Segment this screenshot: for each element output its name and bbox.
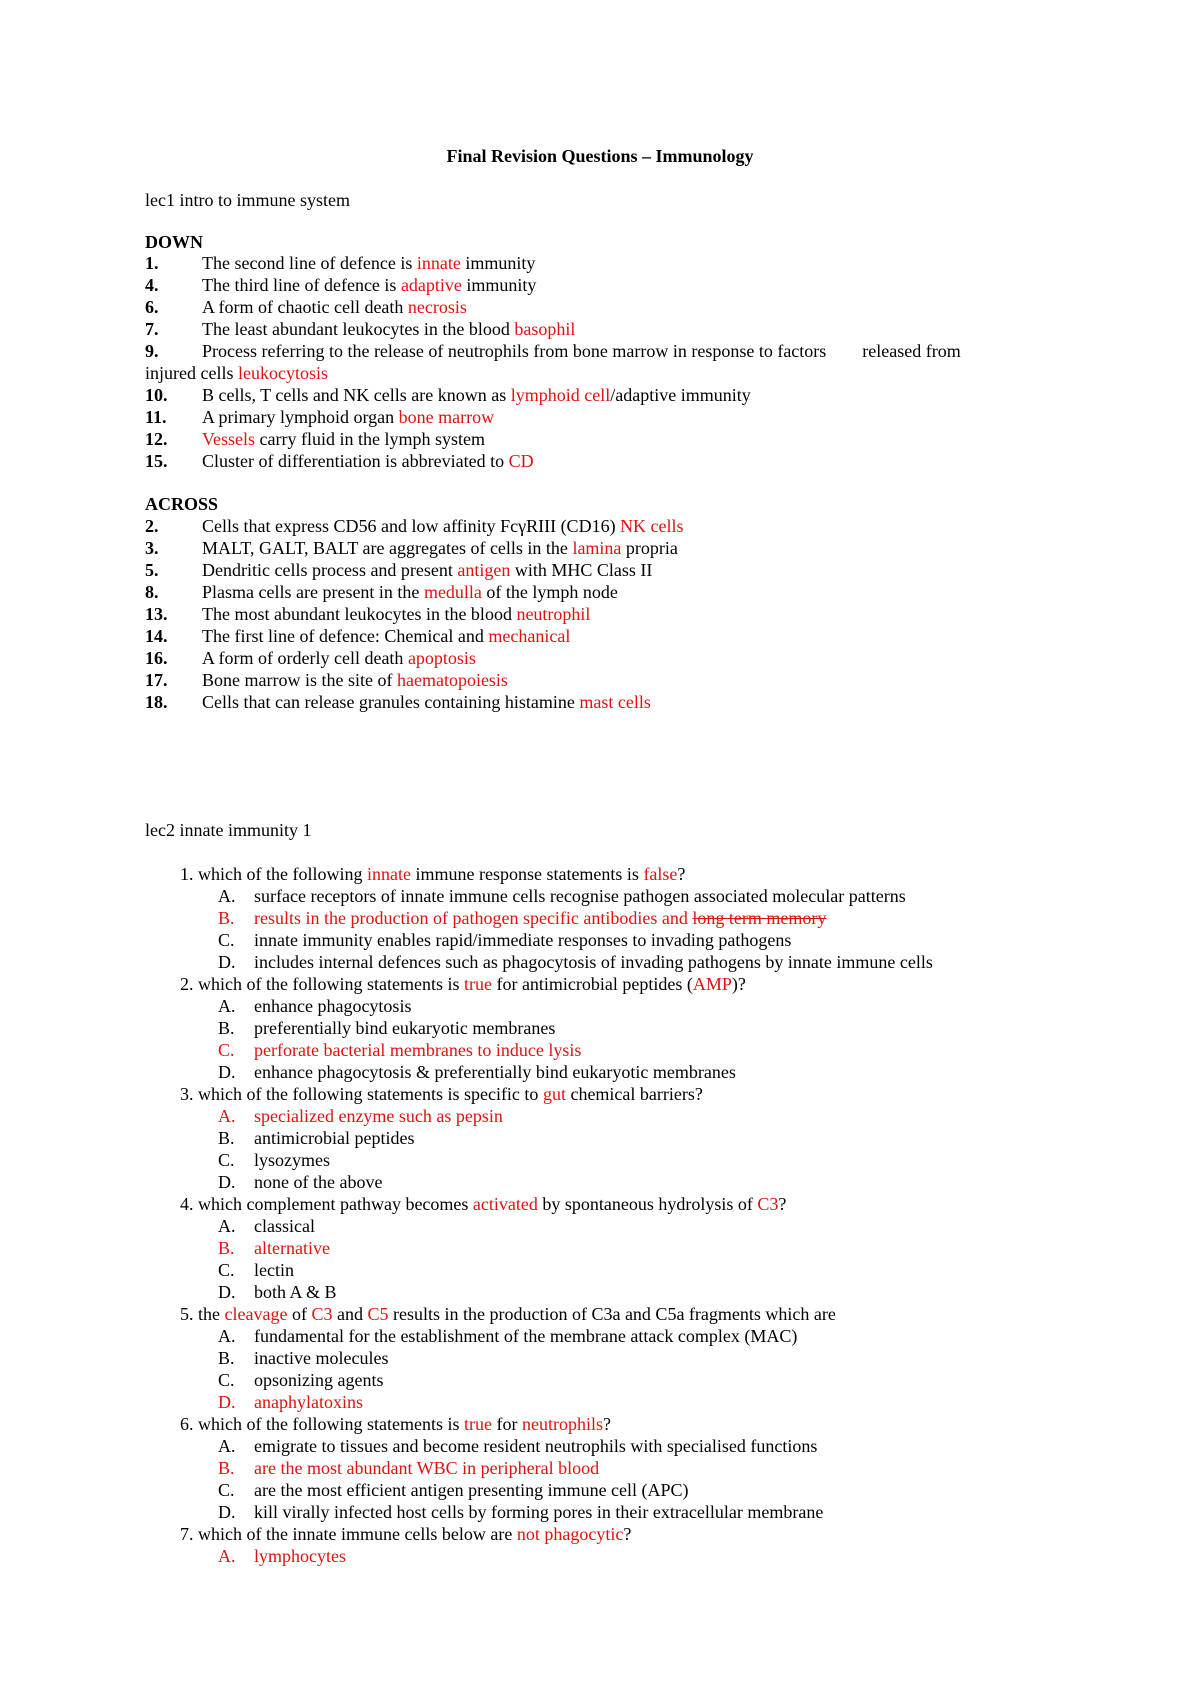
option-letter: D. [218,1282,236,1302]
clue-text: The second line of defence is [202,253,417,273]
question-text: ? [778,1194,787,1214]
clue-text: with MHC Class II [510,560,653,580]
clue-answer: lymphoid cell [510,385,611,405]
option-text: inactive molecules [254,1348,389,1368]
down-clue-continuation [145,362,328,385]
clue-number: 10. [145,385,168,405]
lec1-header: lec1 intro to immune system [145,190,350,210]
question-text: 2. which of the following statements is [180,974,464,994]
down-heading: DOWN [145,232,203,252]
option-letter: A. [218,1436,236,1456]
question-highlight: true [463,974,492,994]
clue-number: 14. [145,626,168,646]
clue-text: The third line of defence is [202,275,401,295]
clue-answer: mast cells [579,692,651,712]
struck-text: long term memory [692,908,827,928]
clue-answer: haematopoiesis [396,670,508,690]
option-letter: C. [218,1260,235,1280]
question-highlight: false [643,864,678,884]
option-text: are the most efficient antigen presenting immune cell (APC) [254,1480,689,1500]
option-text: classical [254,1216,315,1236]
option-text: preferentially bind eukaryotic membranes [254,1018,556,1038]
clue-number: 5. [145,560,159,580]
clue-answer: medulla [423,582,482,602]
clue-answer: adaptive [400,275,462,295]
clue-number: 3. [145,538,159,558]
option-letter: D. [218,1502,236,1522]
clue-text: injured cells [145,363,238,383]
clue-text: A form of chaotic cell death [202,297,408,317]
across-heading: ACROSS [145,494,219,514]
clue-text: Cluster of differentiation is abbreviated to [202,451,509,471]
question [180,1523,631,1546]
clue-answer: antigen [457,560,511,580]
question-highlight: C5 [367,1304,389,1324]
question-text: results in the production of C3a and C5a fragments which are [388,1304,836,1324]
option-text: fundamental for the establishment of the membrane attack complex (MAC) [254,1326,798,1346]
question-text: and [332,1304,368,1324]
question-text: 3. which of the following statements is specific to [180,1084,543,1104]
option-letter: D. [218,1392,236,1412]
question [180,863,685,886]
clue-text: Cells that can release granules containing histamine [202,692,580,712]
option-text: surface receptors of innate immune cells recognise pathogen associated molecular patterns [254,886,906,906]
clue-number: 6. [145,297,159,317]
question-highlight: C3 [311,1304,333,1324]
question-text: by spontaneous hydrolysis of [537,1194,758,1214]
option-letter: B. [218,1128,235,1148]
clue-text: immunity [461,275,537,295]
option-letter: B. [218,1238,235,1258]
question-text: ? [677,864,686,884]
question-text: for antimicrobial peptides ( [491,974,693,994]
option-text: includes internal defences such as phagocytosis of invading pathogens by innate immune cells [254,952,933,972]
option-text: enhance phagocytosis & preferentially bind eukaryotic membranes [254,1062,736,1082]
question-text: immune response statements is [410,864,644,884]
clue-answer: innate [416,253,461,273]
question-highlight: neutrophils [521,1414,603,1434]
question-highlight: innate [366,864,411,884]
option-letter: B. [218,908,235,928]
clue-text: The first line of defence: Chemical and [202,626,489,646]
clue-number: 17. [145,670,168,690]
clue-number: 4. [145,275,159,295]
question [180,1413,611,1436]
option-text: lectin [254,1260,294,1280]
option-text: anaphylatoxins [254,1392,363,1412]
question-highlight: cleavage [224,1304,288,1324]
question [180,973,746,996]
option-letter: D. [218,952,236,972]
option-text: alternative [254,1238,330,1258]
clue-text: B cells, T cells and NK cells are known as [202,385,511,405]
question [180,1193,786,1216]
clue-text: carry fluid in the lymph system [255,429,485,449]
question-highlight: AMP [692,974,732,994]
clue-text: A primary lymphoid organ [202,407,399,427]
question-text: 1. which of the following [180,864,367,884]
clue-answer: Vessels [202,429,255,449]
clue-text: immunity [460,253,536,273]
question-text: chemical barriers? [565,1084,703,1104]
option-text: enhance phagocytosis [254,996,412,1016]
clue-text: Plasma cells are present in the [202,582,424,602]
option-letter: C. [218,1370,235,1390]
clue-answer: CD [508,451,534,471]
question-text: of [287,1304,312,1324]
clue-number: 8. [145,582,159,602]
clue-text: propria [621,538,678,558]
clue-text: Cells that express CD56 and low affinity FcγRIII (CD16) [202,516,621,536]
clue-answer: NK cells [620,516,684,536]
clue-answer: mechanical [488,626,571,646]
option-letter: B. [218,1458,235,1478]
question-highlight: activated [472,1194,538,1214]
question-text: 7. which of the innate immune cells below are [180,1524,517,1544]
question-text: ? [623,1524,632,1544]
question-highlight: not phagocytic [516,1524,624,1544]
option-letter: C. [218,930,235,950]
clue-text: MALT, GALT, BALT are aggregates of cells in the [202,538,573,558]
clue-answer: bone marrow [398,407,495,427]
clue-number: 16. [145,648,168,668]
option-letter: B. [218,1348,235,1368]
option-letter: A. [218,1216,236,1236]
clue-text: of the lymph node [481,582,618,602]
clue-number: 12. [145,429,168,449]
option-text: both A & B [254,1282,337,1302]
clue-text: Dendritic cells process and present [202,560,458,580]
lec2-header: lec2 innate immunity 1 [145,820,312,840]
clue-number: 7. [145,319,159,339]
clue-text: A form of orderly cell death [202,648,408,668]
question [180,1083,703,1106]
option-text: perforate bacterial membranes to induce lysis [254,1040,582,1060]
option-text: antimicrobial peptides [254,1128,415,1148]
question-text: 4. which complement pathway becomes [180,1194,473,1214]
option-text: kill virally infected host cells by forming pores in their extracellular membrane [254,1502,824,1522]
option-letter: A. [218,1106,236,1126]
option-text: specialized enzyme such as pepsin [254,1106,503,1126]
option-letter: D. [218,1172,236,1192]
clue-number: 11. [145,407,167,427]
option-letter: C. [218,1480,235,1500]
clue-answer: leukocytosis [237,363,328,383]
question [180,1303,836,1326]
option-letter: C. [218,1040,235,1060]
clue-answer: neutrophil [516,604,591,624]
option-text: opsonizing agents [254,1370,384,1390]
clue-answer: basophil [514,319,576,339]
option-letter: A. [218,886,236,906]
option-text: lysozymes [254,1150,330,1170]
option-text: none of the above [254,1172,383,1192]
clue-number: 9. [145,341,159,361]
clue-number: 18. [145,692,168,712]
option-letter: D. [218,1062,236,1082]
option-text: innate immunity enables rapid/immediate responses to invading pathogens [254,930,792,950]
clue-number: 13. [145,604,168,624]
clue-text: Bone marrow is the site of [202,670,397,690]
page-title: Final Revision Questions – Immunology [446,146,754,166]
option-letter: A. [218,1546,236,1566]
question-text: )? [731,974,746,994]
option-text: are the most abundant WBC in peripheral blood [254,1458,600,1478]
clue-answer: lamina [572,538,622,558]
question-text: 6. which of the following statements is [180,1414,464,1434]
option-letter: A. [218,1326,236,1346]
question-text: ? [602,1414,611,1434]
question-text: 5. the [180,1304,225,1324]
option-text: results in the production of pathogen specific antibodies and [254,908,693,928]
question-highlight: gut [542,1084,566,1104]
clue-text: The least abundant leukocytes in the blood [202,319,515,339]
option-text: lymphocytes [254,1546,346,1566]
clue-number: 15. [145,451,168,471]
question-text: for [491,1414,522,1434]
clue-text: /adaptive immunity [610,385,751,405]
clue-text: Process referring to the release of neutrophils from bone marrow in response to factors released from [202,341,961,361]
question-highlight: C3 [757,1194,779,1214]
clue-answer: apoptosis [407,648,476,668]
option-letter: B. [218,1018,235,1038]
clue-number: 1. [145,253,159,273]
option-text: emigrate to tissues and become resident neutrophils with specialised functions [254,1436,818,1456]
option-letter: A. [218,996,236,1016]
clue-text: The most abundant leukocytes in the blood [202,604,517,624]
question-highlight: true [463,1414,492,1434]
clue-answer: necrosis [407,297,467,317]
option-letter: C. [218,1150,235,1170]
clue-number: 2. [145,516,159,536]
